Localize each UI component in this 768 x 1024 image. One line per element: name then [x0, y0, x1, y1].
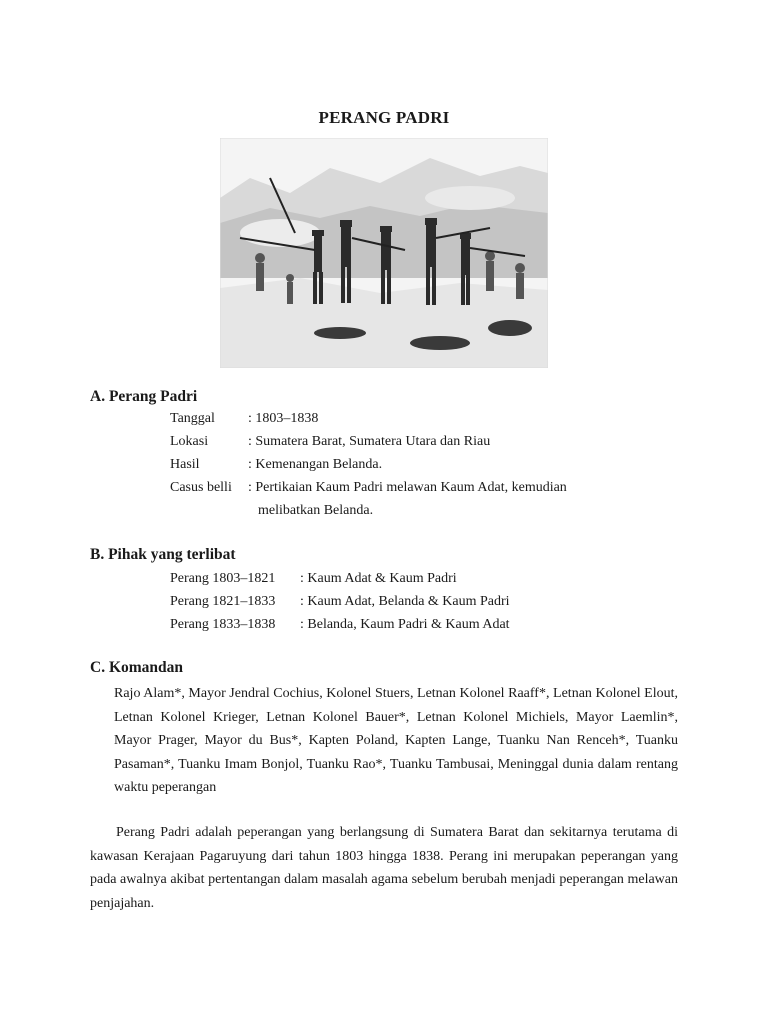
party-key-3: Perang 1833–1838 [170, 617, 276, 632]
battle-illustration [220, 138, 548, 368]
party-value-3: : Belanda, Kaum Padri & Kaum Adat [300, 617, 510, 632]
commanders-text: Rajo Alam*, Mayor Jendral Cochius, Kolonel Stuers, Letnan Kolonel Raaff*, Letnan Kolonel Elout, Letnan Kolonel Krieger, Letnan Kolonel Bauer*, Letnan Kolonel Michiels, Mayor Laemlin*, Mayor Prager, Mayor du Bus*, Kapten Poland, Kapten Lange, Tuanku Nan Renceh*, Tuanku Pasaman*, Tuanku Imam Bonjol, Tuanku Rao*, Tuanku Tambusai, Meninggal dunia dalam rentang waktu peperangan [114, 686, 678, 795]
info-value-lokasi: : Sumatera Barat, Sumatera Utara dan Riau [248, 434, 491, 449]
info-value-hasil: : Kemenangan Belanda. [248, 457, 383, 472]
page-title: PERANG PADRI [318, 108, 450, 127]
info-key-tanggal: Tanggal [170, 411, 215, 426]
section-b-heading: B. Pihak yang terlibat [90, 546, 236, 563]
party-key-1: Perang 1803–1821 [170, 571, 276, 586]
party-value-2: : Kaum Adat, Belanda & Kaum Padri [300, 594, 510, 609]
body-paragraph: Perang Padri adalah peperangan yang berlangsung di Sumatera Barat dan sekitarnya terutama di kawasan Kerajaan Pagaruyung dari tahun 1803 hingga 1838. Perang ini merupakan peperangan yang pada awalnya akibat pertentangan dalam masalah agama sebelum berubah menjadi peperangan melawan penjajahan. [90, 825, 678, 911]
section-a-heading: A. Perang Padri [90, 388, 198, 405]
info-value-continuation: melibatkan Belanda. [258, 503, 374, 518]
info-value-casus-belli: : Pertikaian Kaum Padri melawan Kaum Adat, kemudian [248, 480, 567, 495]
info-key-casus-belli: Casus belli [170, 480, 232, 495]
info-key-lokasi: Lokasi [170, 434, 209, 449]
section-c-heading: C. Komandan [90, 659, 184, 676]
info-key-hasil: Hasil [170, 457, 200, 472]
party-value-1: : Kaum Adat & Kaum Padri [300, 571, 457, 586]
info-value-tanggal: : 1803–1838 [248, 411, 319, 426]
party-key-2: Perang 1821–1833 [170, 594, 276, 609]
